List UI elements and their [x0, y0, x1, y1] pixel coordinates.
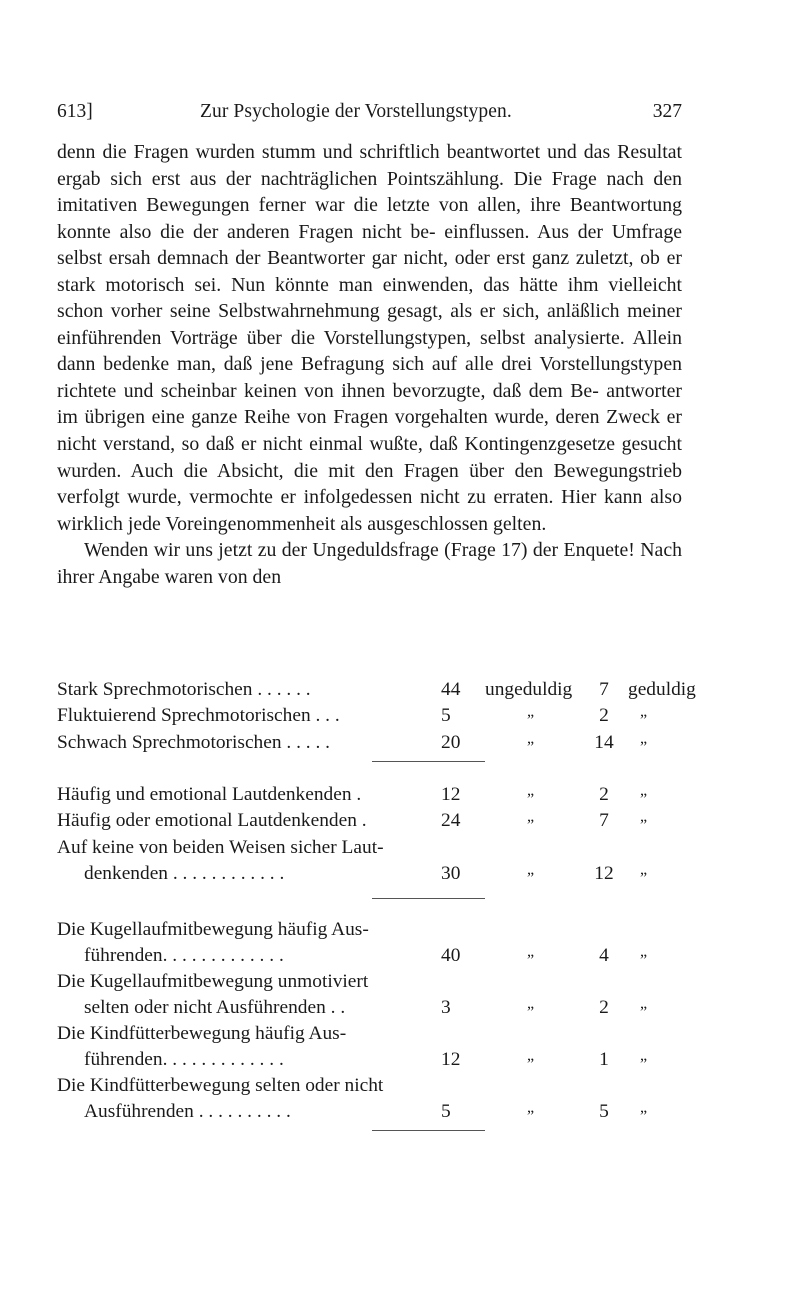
impatient-count: 12: [441, 784, 461, 805]
patient-count: 2: [599, 784, 609, 805]
table-row: [57, 919, 697, 945]
row-label: Schwach Sprechmotorischen . . . . .: [57, 732, 331, 753]
patient-count: 7: [599, 679, 609, 700]
ditto-mark: „: [527, 995, 535, 1012]
row-label: führenden. . . . . . . . . . . . .: [84, 945, 284, 966]
running-title: Zur Psychologie der Vorstellungstypen.: [200, 101, 512, 122]
ditto-mark: „: [640, 730, 648, 747]
table-row: [57, 679, 697, 705]
ditto-mark: „: [640, 782, 648, 799]
running-header: [57, 101, 682, 131]
table-row: [57, 705, 697, 731]
section-divider: [372, 1130, 485, 1131]
ditto-mark: „: [527, 943, 535, 960]
ditto-mark: „: [527, 730, 535, 747]
ditto-mark: „: [527, 861, 535, 878]
paragraph: Wenden wir uns jetzt zu der Ungeduldsfrage (Frage 17) der Enquete! Nach ihrer Angabe waren von den: [57, 539, 682, 588]
ditto-mark: „: [640, 808, 648, 825]
ditto-mark: „: [527, 782, 535, 799]
row-label: Die Kugellaufmitbewegung häufig Aus-: [57, 919, 369, 940]
row-label: Häufig oder emotional Lautdenkenden .: [57, 810, 367, 831]
table-row: [57, 1049, 697, 1075]
patient-count: 2: [599, 997, 609, 1018]
ditto-mark: „: [640, 703, 648, 720]
page-number: 327: [652, 101, 682, 122]
patient-count: 14: [594, 732, 614, 753]
row-label: Ausführenden . . . . . . . . . .: [84, 1101, 291, 1122]
row-label: führenden. . . . . . . . . . . . .: [84, 1049, 284, 1070]
ditto-mark: „: [527, 703, 535, 720]
ditto-mark: „: [640, 943, 648, 960]
table-row: [57, 732, 697, 758]
impatient-count: 5: [441, 1101, 451, 1122]
impatient-count: 40: [441, 945, 461, 966]
ditto-mark: „: [640, 1047, 648, 1064]
table-row: [57, 784, 697, 810]
table-row: [57, 863, 697, 889]
table-row: [57, 971, 697, 997]
row-label: Häufig und emotional Lautdenkenden .: [57, 784, 362, 805]
section-divider: [372, 898, 485, 899]
impatient-count: 3: [441, 997, 451, 1018]
table-row: [57, 997, 697, 1023]
table-row: [57, 1023, 697, 1049]
impatient-count: 20: [441, 732, 461, 753]
patient-count: 12: [594, 863, 614, 884]
row-label: selten oder nicht Ausführenden . .: [84, 997, 346, 1018]
body-text: [57, 139, 682, 590]
row-label: Stark Sprechmotorischen . . . . . .: [57, 679, 311, 700]
impatient-count: 5: [441, 705, 451, 726]
table-row: [57, 1075, 697, 1101]
impatient-count: 44: [441, 679, 461, 700]
impatient-label: ungeduldig: [485, 679, 573, 700]
patient-count: 2: [599, 705, 609, 726]
impatient-count: 12: [441, 1049, 461, 1070]
ditto-mark: „: [527, 808, 535, 825]
ditto-mark: „: [640, 995, 648, 1012]
impatient-count: 30: [441, 863, 461, 884]
row-label: Die Kindfütterbewegung selten oder nicht: [57, 1075, 384, 1096]
patient-count: 1: [599, 1049, 609, 1070]
table-row: [57, 945, 697, 971]
row-label: denkenden . . . . . . . . . . . .: [84, 863, 285, 884]
patient-count: 5: [599, 1101, 609, 1122]
paragraph: denn die Fragen wurden stumm und schriftlich beantwortet und das Resultat ergab sich erst aus der nachträglichen Pointszählung. Die Frage nach den imitativen Bewegungen ferner war die letzte von allen, ihre Beantwortung konnte also die der anderen Fragen nicht be- einflussen. Aus der Umfrage selbst ersah demnach der Beantworter gar nicht, oder erst ganz zuletzt, ob er stark motorisch sei. Nun könnte man einwenden, das hätte ihm vielleicht schon vorher seine Selbstwahrnehmung gesagt, als er sich, anläßlich meiner einführenden Vorträge über die Vorstellungstypen, selbst analysierte. Allein dann bedenke man, daß jene Befragung sich auf alle drei Vorstellungstypen richtete und scheinbar keinen von ihnen bevorzugte, daß dem Be- antworter im übrigen eine ganze Reihe von Fragen vorgehalten wurde, deren Zweck er nicht verstand, so daß er nicht einmal wußte, daß Kontingenzgesetze gesucht wurden. Auch die Absicht, die mit den Fragen über den Bewegungstrieb verfolgt wurde, vermochte er infolgedessen nicht zu erraten. Hier kann also wirklich jede Voreingenommenheit als ausgeschlossen gelten.: [57, 141, 682, 535]
ditto-mark: „: [527, 1047, 535, 1064]
header-left-number: 613]: [57, 101, 93, 122]
table-row: [57, 810, 697, 836]
ditto-mark: „: [640, 861, 648, 878]
row-label: Die Kugellaufmitbewegung unmotiviert: [57, 971, 369, 992]
patient-count: 4: [599, 945, 609, 966]
row-label: Auf keine von beiden Weisen sicher Laut-: [57, 837, 384, 858]
table-row: [57, 837, 697, 863]
section-divider: [372, 761, 485, 762]
impatient-count: 24: [441, 810, 461, 831]
patient-count: 7: [599, 810, 609, 831]
ditto-mark: „: [640, 1099, 648, 1116]
patient-label: geduldig: [628, 679, 696, 700]
row-label: Fluktuierend Sprechmotorischen . . .: [57, 705, 340, 726]
table-row: [57, 1101, 697, 1127]
row-label: Die Kindfütterbewegung häufig Aus-: [57, 1023, 347, 1044]
ditto-mark: „: [527, 1099, 535, 1116]
